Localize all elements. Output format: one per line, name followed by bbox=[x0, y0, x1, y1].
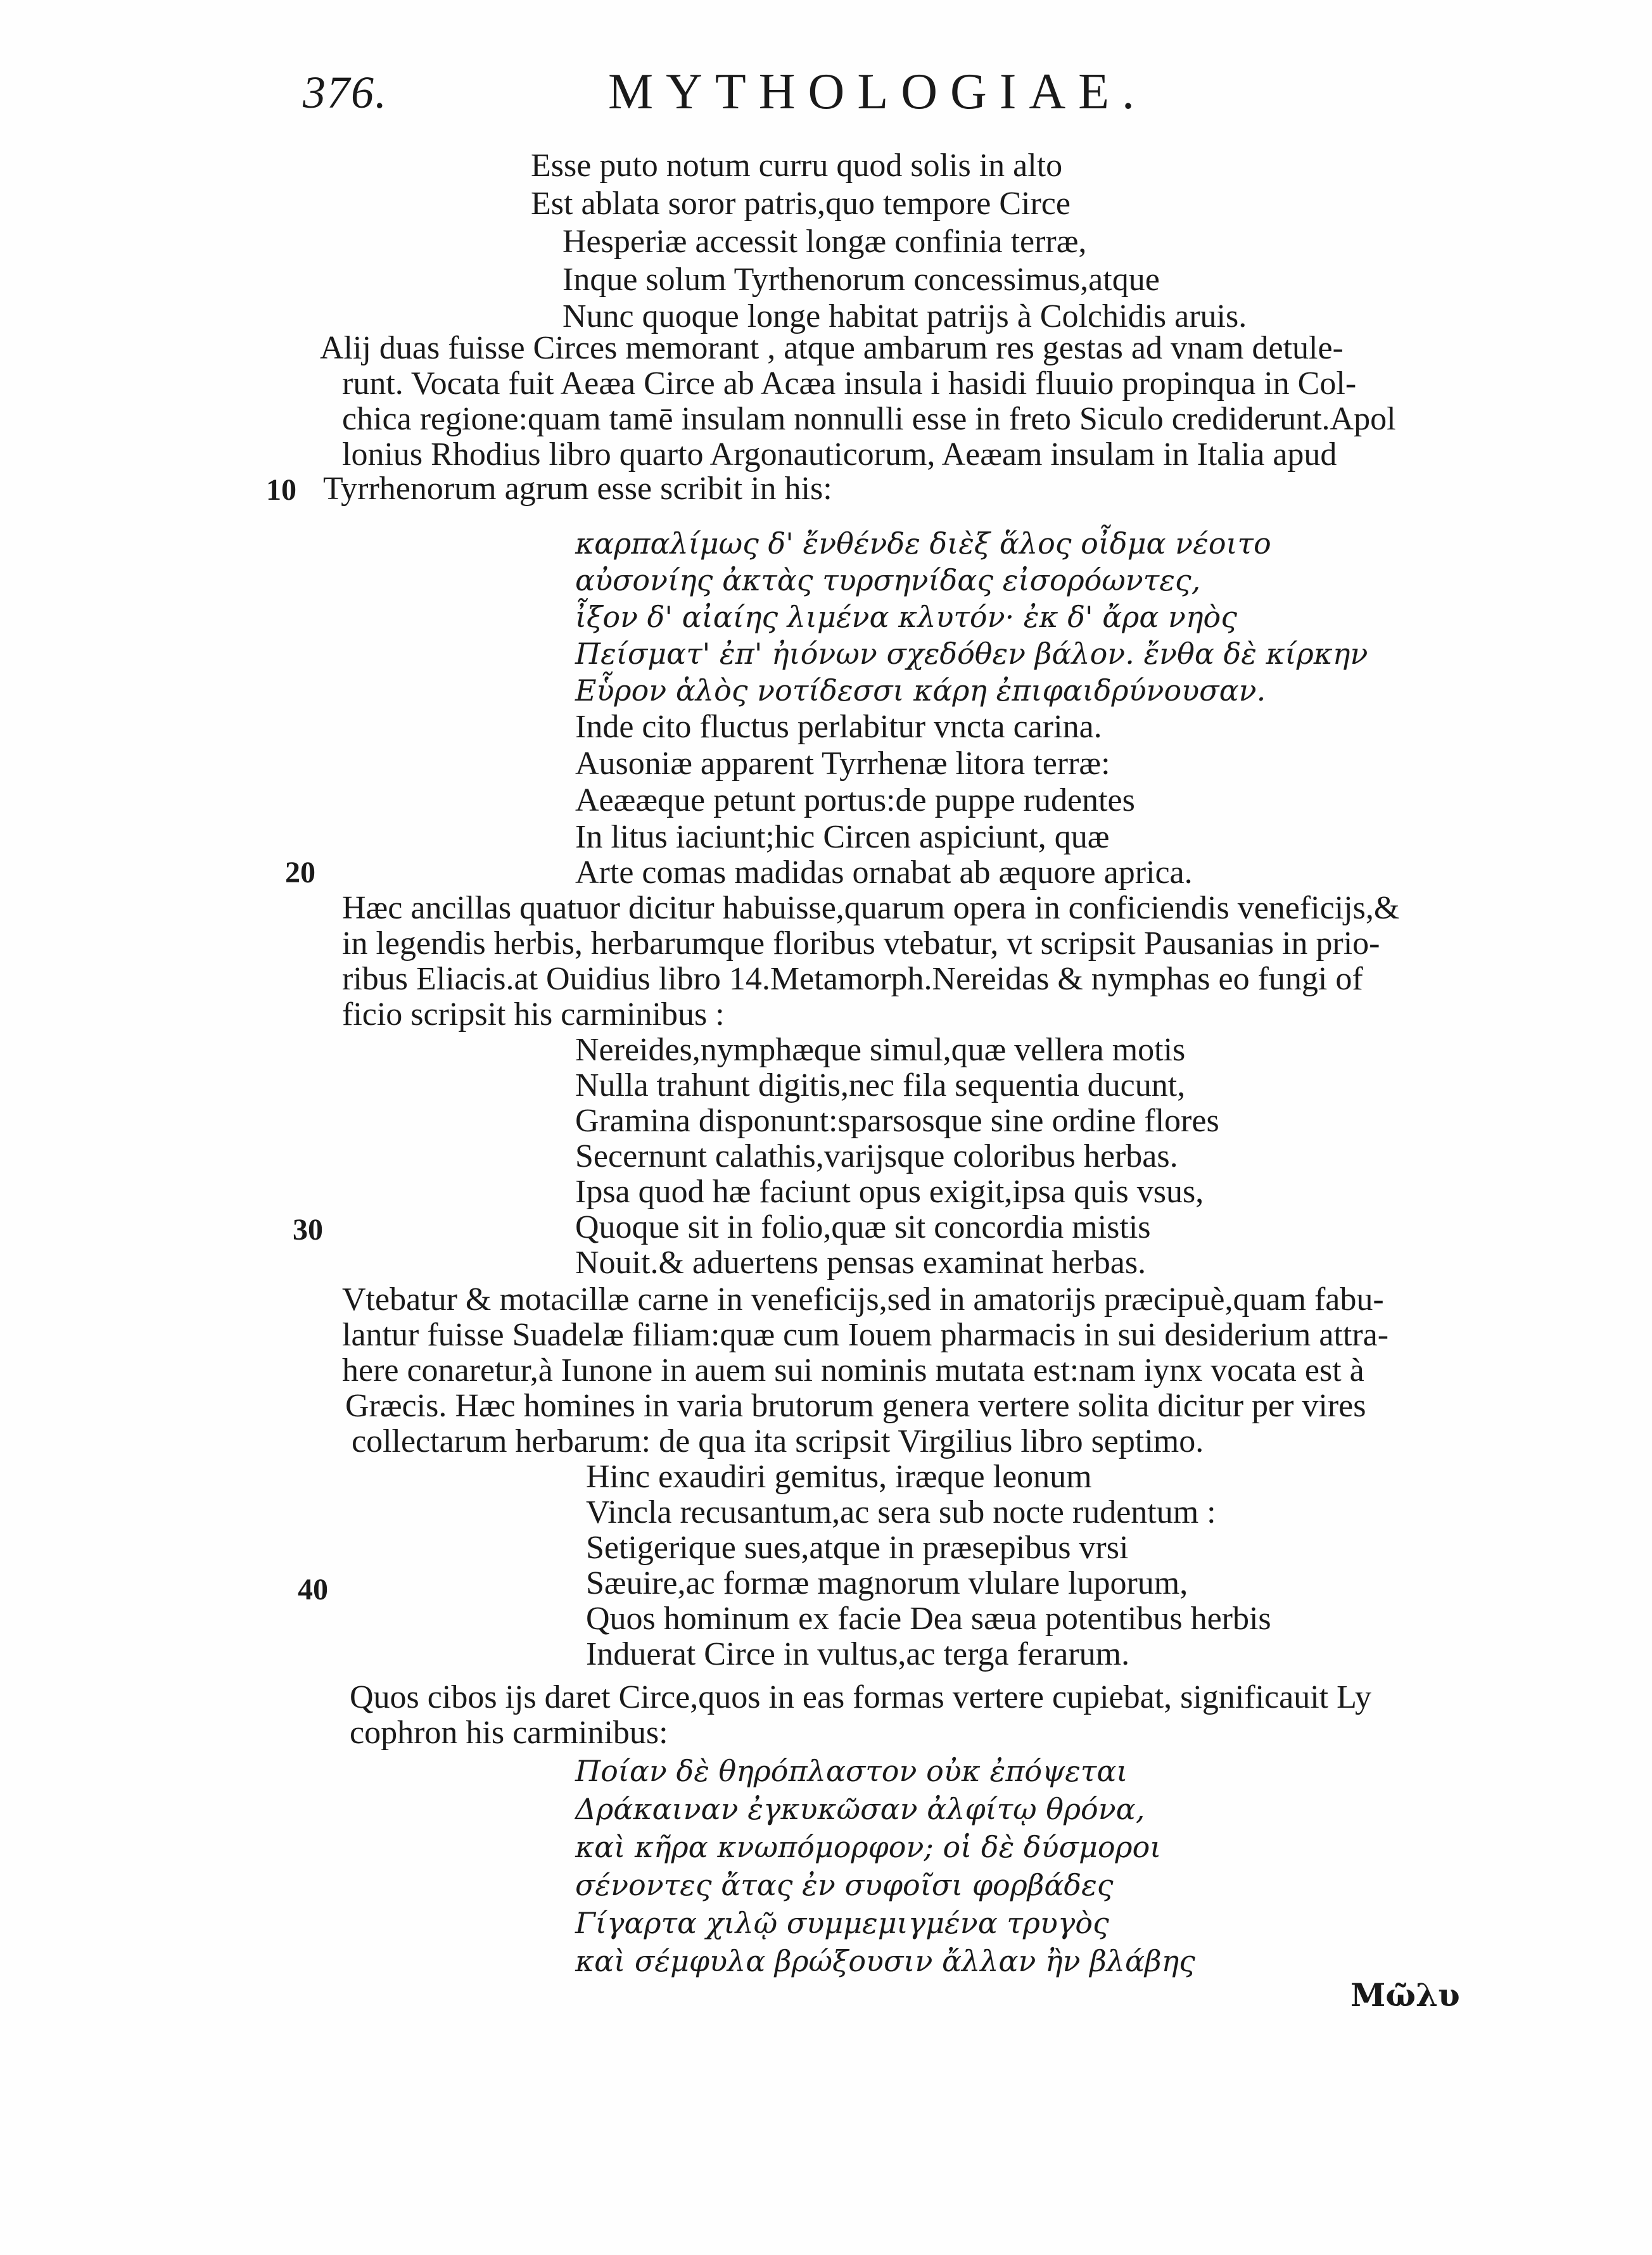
verse-line: Nunc quoque longe habitat patrijs à Colchidis aruis. bbox=[562, 298, 1247, 334]
verse-line: Inde cito fluctus perlabitur vncta carina. bbox=[575, 709, 1102, 745]
margin-line-number: 30 bbox=[293, 1213, 323, 1247]
prose-line: Quos cibos ijs daret Circe,quos in eas formas vertere cupiebat, significauit Ly bbox=[350, 1679, 1371, 1715]
prose-line: collectarum herbarum: de qua ita scripsit Virgilius libro septimo. bbox=[352, 1423, 1204, 1459]
verse-line: Inque solum Tyrthenorum concessimus,atque bbox=[562, 262, 1160, 298]
verse-line: Esse puto notum curru quod solis in alto bbox=[531, 148, 1063, 184]
prose-line: Hæc ancillas quatuor dicitur habuisse,quarum opera in conficiendis veneficijs,& bbox=[342, 890, 1400, 926]
prose-line: runt. Vocata fuit Aeæa Circe ab Acæa insula i hasidi fluuio propinqua in Col- bbox=[342, 365, 1357, 402]
greek-verse-line: αὐσονίης ἀκτὰς τυρσηνίδας εἰσορόωντες, bbox=[575, 563, 1201, 597]
greek-verse-line: Γίγαρτα χιλῷ συμμεμιγμένα τρυγὸς bbox=[575, 1906, 1109, 1940]
verse-line: Nereides,nymphæque simul,quæ vellera motis bbox=[575, 1032, 1186, 1068]
verse-line: Quos hominum ex facie Dea sæua potentibus herbis bbox=[586, 1601, 1271, 1637]
verse-line: Arte comas madidas ornabat ab æquore aprica. bbox=[575, 854, 1193, 891]
prose-line: Alij duas fuisse Circes memorant , atque ambarum res gestas ad vnam detule- bbox=[320, 330, 1344, 366]
verse-line: Est ablata soror patris,quo tempore Circe bbox=[531, 186, 1071, 222]
verse-line: Ausoniæ apparent Tyrrhenæ litora terræ: bbox=[575, 746, 1110, 782]
greek-verse-line: Δράκαιναν ἐγκυκῶσαν ἀλφίτῳ θρόνα, bbox=[575, 1792, 1145, 1826]
prose-line: in legendis herbis, herbarumque floribus vtebatur, vt scripsit Pausanias in prio- bbox=[342, 925, 1380, 962]
verse-line: Induerat Circe in vultus,ac terga ferarum. bbox=[586, 1636, 1130, 1672]
prose-line: lonius Rhodius libro quarto Argonauticorum, Aeæam insulam in Italia apud bbox=[342, 436, 1337, 473]
running-title: MYTHOLOGIAE. bbox=[608, 64, 1148, 120]
prose-line: Græcis. Hæc homines in varia brutorum genera vertere solita dicitur per vires bbox=[345, 1388, 1366, 1424]
catchword: Μῶλυ bbox=[1350, 1976, 1460, 2014]
prose-line: ribus Eliacis.at Ouidius libro 14.Metamorph.Nereidas & nymphas eo fungi of bbox=[342, 961, 1363, 997]
verse-line: Vincla recusantum,ac sera sub nocte rudentum : bbox=[586, 1494, 1216, 1530]
greek-verse-line: Εὗρον ἁλὸς νοτίδεσσι κάρη ἐπιφαιδρύνουσαν. bbox=[575, 673, 1266, 708]
prose-line: Vtebatur & motacillæ carne in veneficijs,sed in amatorijs præcipuè,quam fabu- bbox=[342, 1281, 1384, 1318]
greek-verse-line: καὶ κῆρα κνωπόμορφον; οἱ δὲ δύσμοροι bbox=[575, 1830, 1162, 1864]
verse-line: Gramina disponunt:sparsosque sine ordine flores bbox=[575, 1103, 1219, 1139]
prose-line: here conaretur,à Iunone in auem sui nominis mutata est:nam iynx vocata est à bbox=[342, 1352, 1364, 1388]
verse-line: Quoque sit in folio,quæ sit concordia mistis bbox=[575, 1209, 1151, 1245]
verse-line: Ipsa quod hæ faciunt opus exigit,ipsa quis vsus, bbox=[575, 1174, 1204, 1210]
verse-line: Hesperiæ accessit longæ confinia terræ, bbox=[562, 224, 1087, 260]
prose-line: Tyrrhenorum agrum esse scribit in his: bbox=[323, 471, 832, 507]
greek-verse-line: καὶ σέμφυλα βρώξουσιν ἄλλαν ἢν βλάβης bbox=[575, 1944, 1195, 1978]
verse-line: In litus iaciunt;hic Circen aspiciunt, quæ bbox=[575, 819, 1110, 855]
prose-line: cophron his carminibus: bbox=[350, 1715, 668, 1751]
greek-verse-line: καρπαλίμως δ' ἔνθένδε διὲξ ἅλος οἶδμα νέοιτο bbox=[575, 526, 1271, 561]
margin-line-number: 20 bbox=[285, 856, 315, 889]
verse-line: Nulla trahunt digitis,nec fila sequentia ducunt, bbox=[575, 1067, 1186, 1103]
prose-line: lantur fuisse Suadelæ filiam:quæ cum Iouem pharmacis in sui desiderium attra- bbox=[342, 1317, 1389, 1353]
verse-line: Aeææque petunt portus:de puppe rudentes bbox=[575, 782, 1135, 818]
greek-verse-line: Ποίαν δὲ θηρόπλαστον οὐκ ἐπόψεται bbox=[575, 1754, 1128, 1788]
greek-verse-line: Πείσματ' ἐπ' ἠιόνων σχεδόθεν βάλον. ἔνθα δὲ κίρκην bbox=[575, 637, 1368, 671]
verse-line: Hinc exaudiri gemitus, iræque leonum bbox=[586, 1459, 1092, 1495]
prose-line: chica regione:quam tamē insulam nonnulli esse in freto Siculo crediderunt.Apol bbox=[342, 401, 1396, 437]
verse-line: Sæuire,ac formæ magnorum vlulare luporum, bbox=[586, 1565, 1188, 1601]
margin-line-number: 40 bbox=[298, 1573, 328, 1606]
verse-line: Setigerique sues,atque in præsepibus vrsi bbox=[586, 1530, 1129, 1566]
page-number: 376. bbox=[303, 67, 388, 118]
greek-verse-line: σένοντες ἄτας ἐν συφοῖσι φορβάδες bbox=[575, 1868, 1114, 1902]
verse-line: Nouit.& aduertens pensas examinat herbas. bbox=[575, 1245, 1147, 1281]
margin-line-number: 10 bbox=[266, 473, 296, 507]
greek-verse-line: ἶξον δ' αἰαίης λιμένα κλυτόν· ἐκ δ' ἄρα νηὸς bbox=[575, 600, 1238, 634]
prose-line: ficio scripsit his carminibus : bbox=[342, 996, 725, 1032]
verse-line: Secernunt calathis,varijsque coloribus herbas. bbox=[575, 1138, 1178, 1174]
